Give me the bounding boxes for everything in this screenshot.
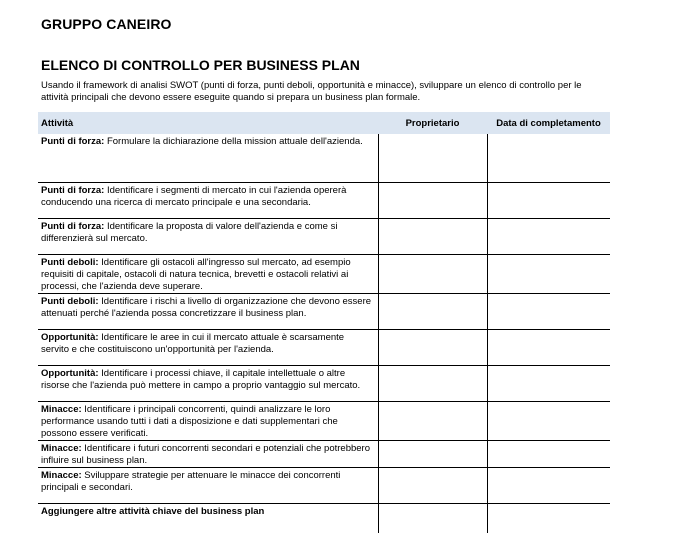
date-cell[interactable] bbox=[487, 134, 610, 182]
checklist-table bbox=[38, 112, 610, 533]
table-row bbox=[38, 254, 610, 293]
company-name: GRUPPO CANEIRO bbox=[41, 16, 172, 32]
activity-cell[interactable] bbox=[38, 254, 378, 293]
activity-category: Punti di forza: bbox=[41, 136, 105, 147]
activity-cell[interactable] bbox=[38, 440, 378, 467]
activity-category: Opportunità: bbox=[41, 331, 99, 343]
table-row bbox=[38, 329, 610, 365]
activity-cell[interactable] bbox=[38, 329, 378, 365]
activity-category: Minacce: bbox=[41, 442, 82, 454]
owner-cell[interactable] bbox=[378, 329, 487, 365]
date-cell[interactable] bbox=[487, 293, 610, 329]
activity-cell[interactable] bbox=[38, 293, 378, 329]
date-cell[interactable] bbox=[487, 182, 610, 218]
header-owner: Proprietario bbox=[378, 112, 487, 134]
owner-cell[interactable] bbox=[378, 467, 487, 503]
table-row bbox=[38, 401, 610, 440]
activity-text: Identificare i segmenti di mercato in cui l'azienda opererà conducendo una ricerca di mercato principale e una secondaria. bbox=[41, 184, 347, 208]
date-cell[interactable] bbox=[487, 365, 610, 401]
date-cell[interactable] bbox=[487, 467, 610, 503]
activity-text: Formulare la dichiarazione della mission attuale dell'azienda. bbox=[104, 136, 363, 147]
header-activity: Attività bbox=[38, 112, 378, 134]
add-activities-cell[interactable]: Aggiungere altre attività chiave del business plan bbox=[38, 503, 378, 533]
activity-text: Identificare gli ostacoli all'ingresso sul mercato, ad esempio requisiti di capitale, ostacoli di natura tecnica, brevetti e ostacoli relativi ai processi, che l'azienda deve superare. bbox=[41, 256, 351, 292]
owner-cell[interactable] bbox=[378, 134, 487, 182]
activity-text: Identificare i futuri concorrenti secondari e potenziali che potrebbero influire sul business plan. bbox=[41, 442, 370, 466]
activity-cell[interactable] bbox=[38, 182, 378, 218]
date-cell[interactable] bbox=[487, 440, 610, 467]
date-cell[interactable] bbox=[487, 401, 610, 440]
activity-category: Minacce: bbox=[41, 469, 82, 481]
owner-cell[interactable] bbox=[378, 401, 487, 440]
owner-cell[interactable] bbox=[378, 218, 487, 254]
owner-cell[interactable] bbox=[378, 293, 487, 329]
activity-text: Identificare i processi chiave, il capitale intellettuale o altre risorse che l'azienda può mettere in campo a proprio vantaggio sul mercato. bbox=[41, 367, 361, 391]
activity-cell[interactable] bbox=[38, 467, 378, 503]
activity-category: Punti di forza: bbox=[41, 184, 105, 196]
activity-category: Punti di forza: bbox=[41, 220, 105, 232]
date-cell[interactable] bbox=[487, 503, 610, 533]
table-row bbox=[38, 467, 610, 503]
table-row bbox=[38, 134, 610, 182]
document-title: ELENCO DI CONTROLLO PER BUSINESS PLAN bbox=[41, 57, 360, 73]
owner-cell[interactable] bbox=[378, 503, 487, 533]
table-row bbox=[38, 503, 610, 533]
activity-category: Opportunità: bbox=[41, 367, 99, 379]
activity-category: Minacce: bbox=[41, 403, 82, 415]
activity-text: Identificare i rischi a livello di organizzazione che devono essere attenuati perché l'azienda possa concretizzare il business plan. bbox=[41, 295, 372, 319]
table-row bbox=[38, 365, 610, 401]
activity-cell[interactable] bbox=[38, 401, 378, 440]
table-row bbox=[38, 293, 610, 329]
activity-text: Identificare le aree in cui il mercato attuale è scarsamente servito e che costituiscono un'opportunità per l'azienda. bbox=[41, 331, 345, 355]
activity-category: Punti deboli: bbox=[41, 295, 99, 307]
table-row bbox=[38, 440, 610, 467]
date-cell[interactable] bbox=[487, 329, 610, 365]
date-cell[interactable] bbox=[487, 254, 610, 293]
table-header-row bbox=[38, 112, 610, 134]
table-row bbox=[38, 182, 610, 218]
activity-text: Identificare i principali concorrenti, quindi analizzare le loro performance usando tutti i dati a disposizione e dati supplementari che possono essere verificati. bbox=[41, 403, 338, 439]
owner-cell[interactable] bbox=[378, 365, 487, 401]
header-date: Data di completamento bbox=[487, 112, 610, 134]
activity-cell[interactable] bbox=[38, 134, 378, 182]
owner-cell[interactable] bbox=[378, 440, 487, 467]
activity-text: Sviluppare strategie per attenuare le minacce dei concorrenti principali e secondari. bbox=[41, 469, 341, 493]
table-row bbox=[38, 218, 610, 254]
activity-text: Identificare la proposta di valore dell'azienda e come si differenzierà sul mercato. bbox=[41, 220, 338, 244]
owner-cell[interactable] bbox=[378, 182, 487, 218]
activity-category: Punti deboli: bbox=[41, 256, 99, 268]
activity-cell[interactable] bbox=[38, 365, 378, 401]
activity-cell[interactable] bbox=[38, 218, 378, 254]
intro-paragraph: Usando il framework di analisi SWOT (punti di forza, punti deboli, opportunità e minacce), sviluppare un elenco di controllo per le attività principali che devono essere eseguite quando si prepara un business plan formale. bbox=[41, 80, 582, 103]
date-cell[interactable] bbox=[487, 218, 610, 254]
owner-cell[interactable] bbox=[378, 254, 487, 293]
